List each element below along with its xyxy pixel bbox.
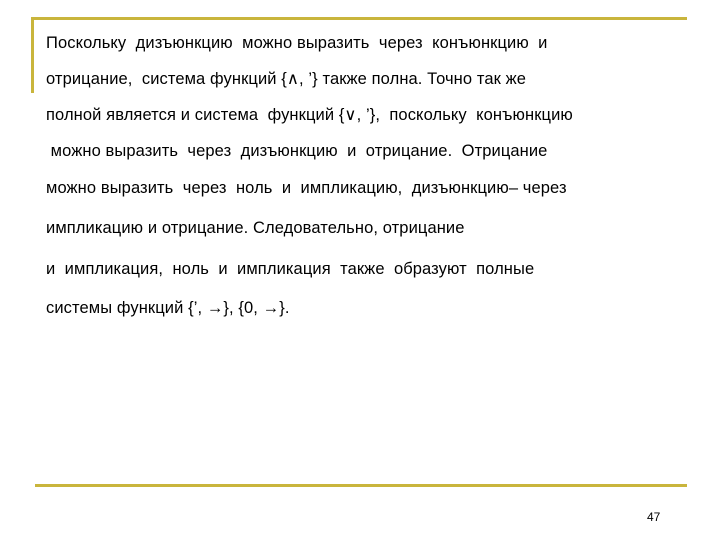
text-line-7: и импликация, ноль и импликация также образуют полные <box>46 260 535 278</box>
text-line-8: системы функций {’, →}, {0, →}. <box>46 299 290 317</box>
text-line-2: отрицание, система функций {∧, ’} также полна. Точно так же <box>46 70 527 88</box>
top-decorative-rule <box>33 17 687 20</box>
text-line-3: полной является и система функций {∨, ’}, поскольку конъюнкцию <box>46 106 573 124</box>
left-decorative-rule <box>31 17 34 93</box>
text-line-5: можно выразить через ноль и импликацию, дизъюнкцию– через <box>46 179 567 197</box>
page-number: 47 <box>647 510 661 524</box>
text-line-1: Поскольку дизъюнкцию можно выразить через конъюнкцию и <box>46 34 548 52</box>
text-line-6: импликацию и отрицание. Следовательно, отрицание <box>46 219 465 237</box>
bottom-decorative-rule <box>35 484 687 487</box>
text-line-4: можно выразить через дизъюнкцию и отрицание. Отрицание <box>46 142 548 160</box>
